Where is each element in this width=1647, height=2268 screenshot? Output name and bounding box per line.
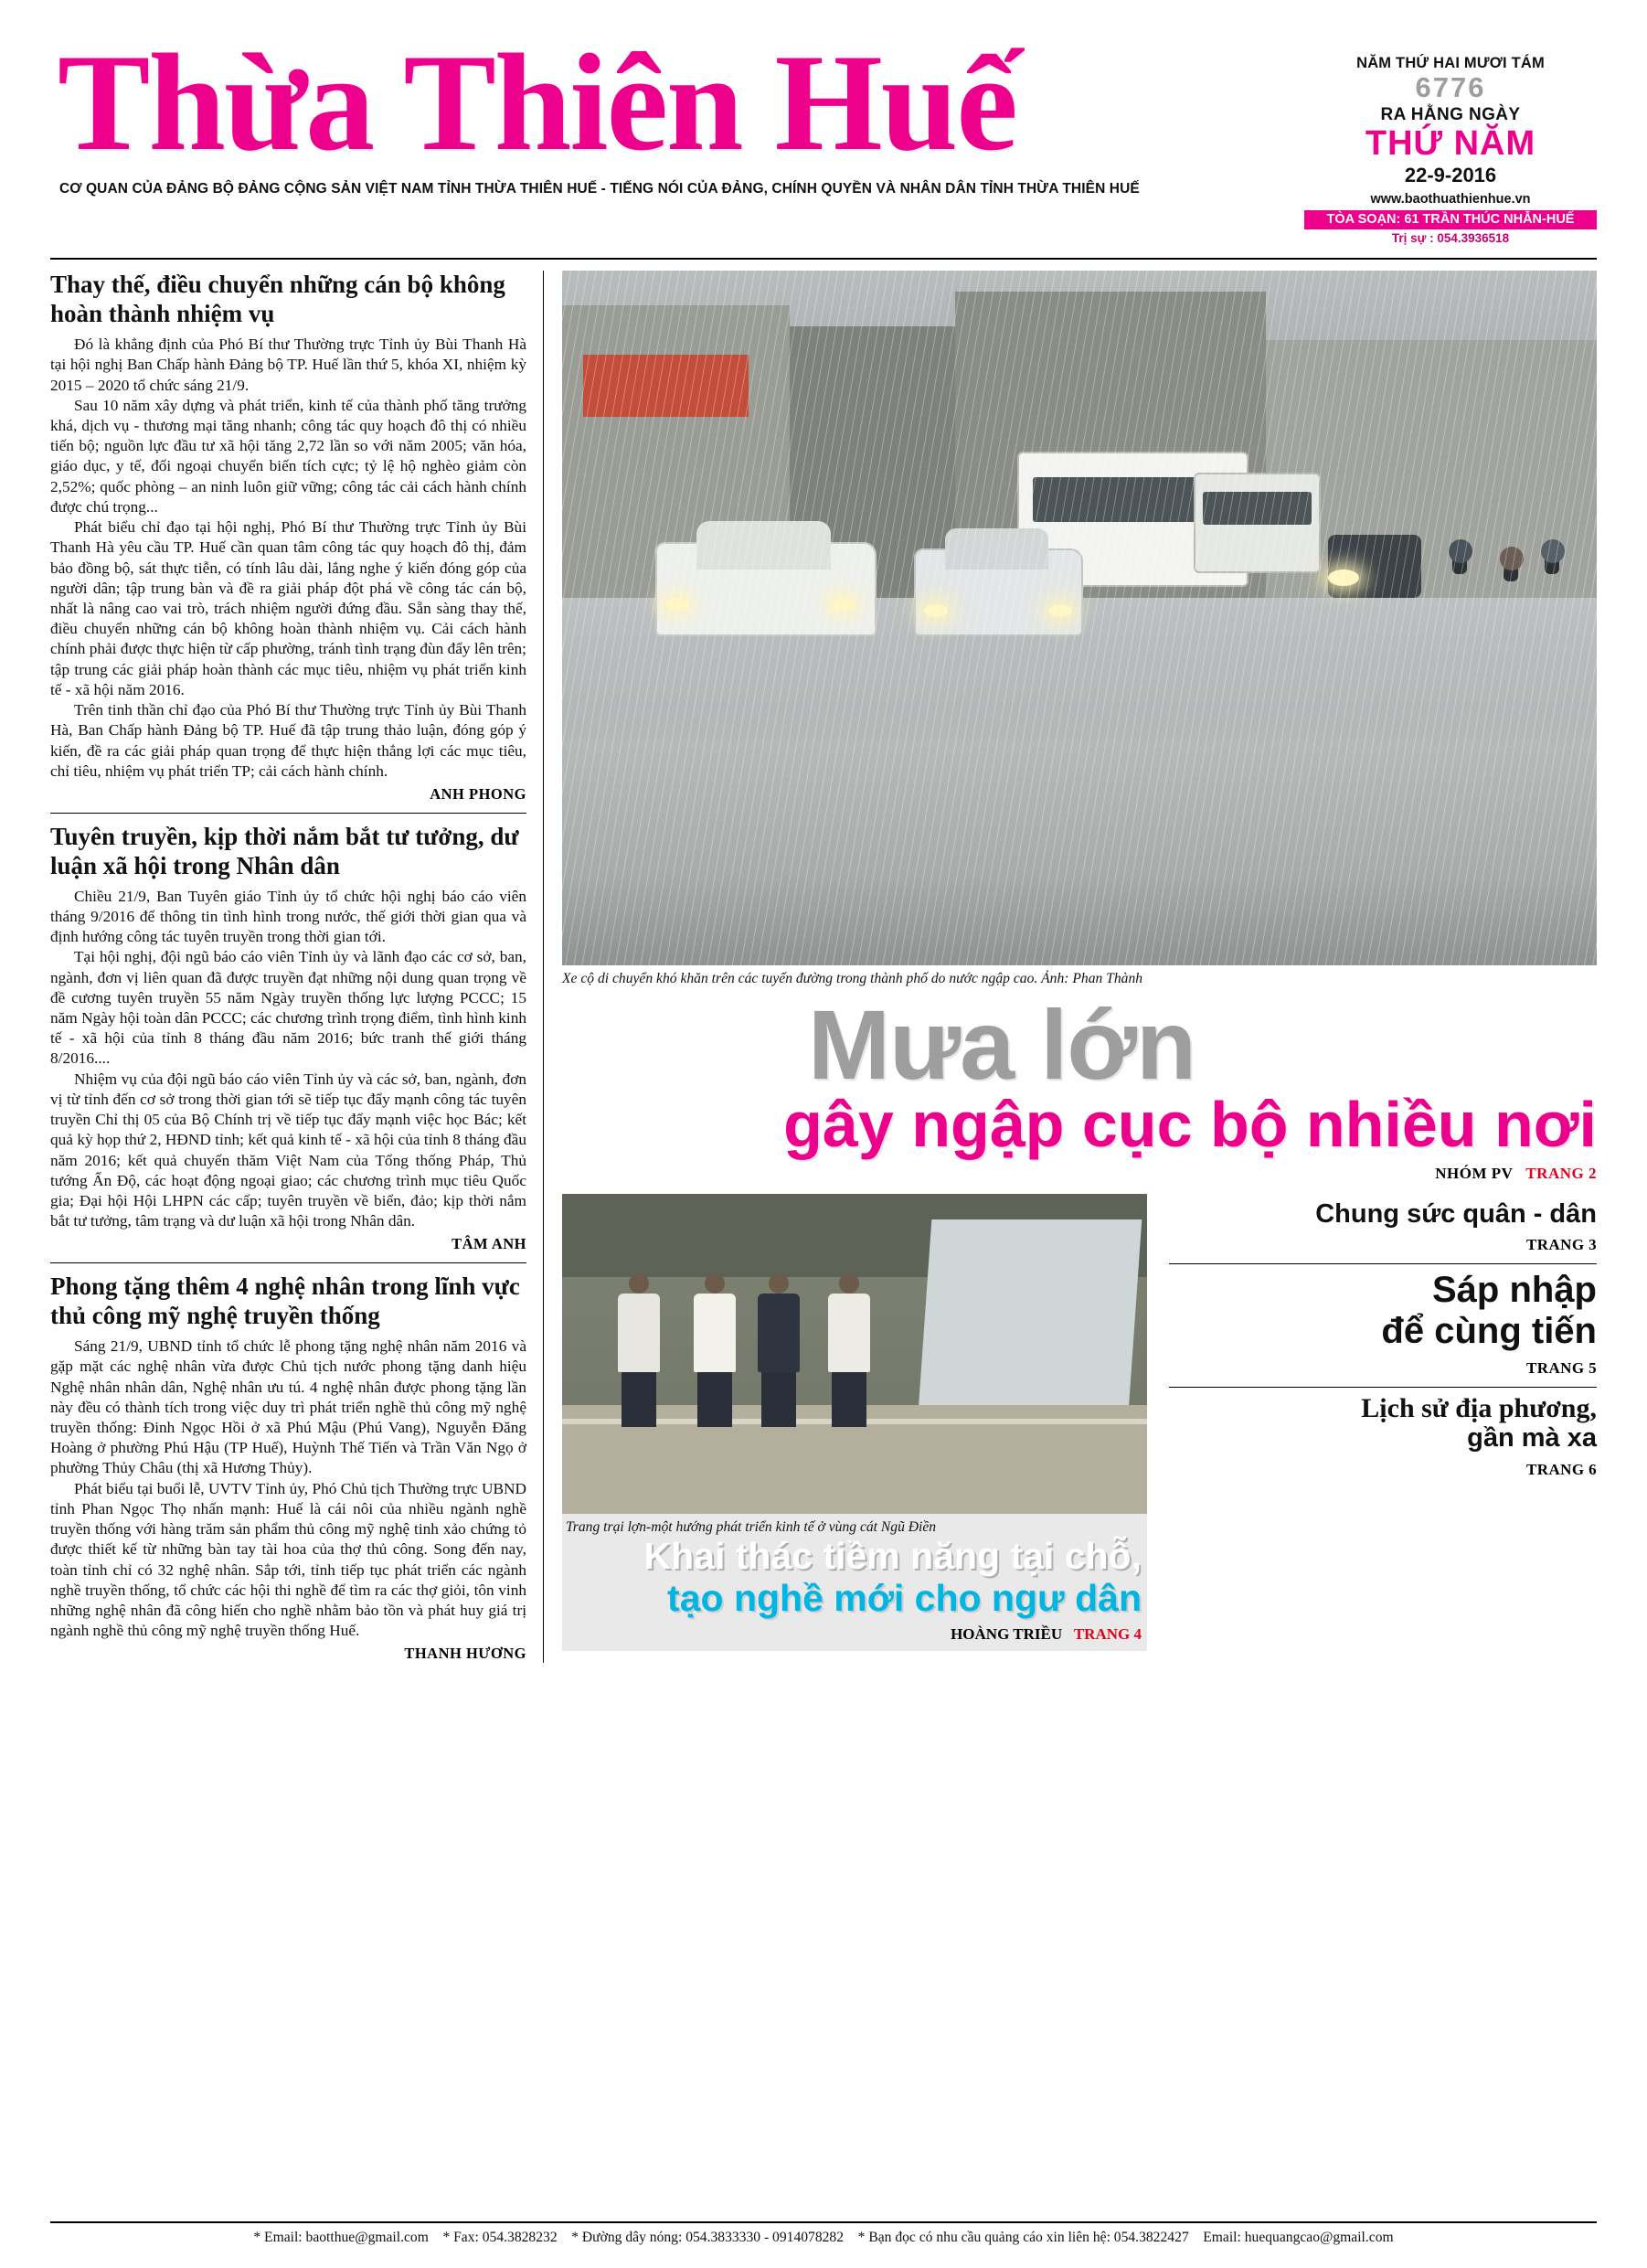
secondary-story-block bbox=[562, 1194, 1147, 1652]
masthead-divider bbox=[50, 258, 1597, 260]
lead-headline-line2[interactable]: gây ngập cục bộ nhiều nơi bbox=[783, 1089, 1597, 1161]
lead-headline-page-ref[interactable]: TRANG 2 bbox=[1525, 1164, 1597, 1182]
publication-date: 22-9-2016 bbox=[1404, 164, 1497, 187]
footer-contact-line bbox=[50, 2223, 1597, 2246]
photo2-person-shirt bbox=[618, 1294, 660, 1372]
article-byline: TÂM ANH bbox=[452, 1235, 526, 1253]
article-divider bbox=[50, 813, 526, 814]
website-url[interactable]: www.baothuathienhue.vn bbox=[1370, 192, 1531, 208]
article-propaganda bbox=[50, 823, 526, 1253]
newspaper-title: Thừa Thiên Huế bbox=[58, 26, 1016, 179]
office-phone: Trị sự : 054.3936518 bbox=[1391, 231, 1510, 246]
article-paragraph: Sáng 21/9, UBND tỉnh tổ chức lễ phong tặng nghệ nhân năm 2016 và gặp mặt các nghệ nhân vừa được Chủ tịch nước phong tặng danh hiệu Nghệ nhân nhân dân, Nghệ nhân ưu tú. 4 nghệ nhân được phong tặng lần này đều có thành tích trong việc duy trì phát triển nghề thủ công mỹ nghệ truyền thống: Đinh Ngọc Hồi ở xã Phú Mậu (Phú Vang), Nguyễn Đăng Hoàng ở phường Phú Hậu (TP Huế), Huỳnh Thế Tiến và Trần Văn Ngọ ở phường Thủy Châu (thị xã Hương Thủy). bbox=[50, 1337, 526, 1477]
lead-headline-block[interactable] bbox=[562, 989, 1597, 1161]
secondary-headline-block[interactable] bbox=[562, 1536, 1147, 1619]
secondary-headline-line2[interactable]: tạo nghề mới cho ngư dân bbox=[667, 1576, 1142, 1619]
photo2-person bbox=[755, 1273, 802, 1427]
photo2-person-shirt bbox=[758, 1294, 800, 1372]
photo2-person-legs bbox=[761, 1372, 796, 1427]
article-headline[interactable]: Thay thế, điều chuyển những cán bộ không hoàn thành nhiệm vụ bbox=[50, 271, 505, 328]
article-paragraph: Phát biểu chỉ đạo tại hội nghị, Phó Bí thư Thường trực Tỉnh ủy Bùi Thanh Hà yêu cầu TP. Huế cần quan tâm công tác quy hoạch đô thị, đảm bảo đồng bộ, sát thực tiễn, có tính lâu dài, lắng nghe ý kiến đóng góp của người dân; tập trung bàn và đề ra giải pháp đột phá về công tác cán bộ, nhất là nâng cao vai trò, trách nhiệm người đứng đầu. Sẵn sàng thay thế, điều chuyển những cán bộ không hoàn thành nhiệm vụ. Cải cách hành chính phải được thực hiện từ cấp phường, tránh tình trạng đùn đẩy lên trên; tập trung các giải pháp hoàn thành các mục tiêu, nhiệm vụ phát triển kinh tế - xã hội năm 2016. bbox=[50, 518, 526, 698]
publication-weekday: THỨ NĂM bbox=[1365, 123, 1536, 163]
footer-fax: * Fax: 054.3828232 bbox=[442, 2230, 558, 2245]
teaser-page-ref[interactable]: TRANG 3 bbox=[1526, 1236, 1597, 1253]
footer-ads: * Bạn đọc có nhu cầu quảng cáo xin liên hệ: 054.3822427 bbox=[857, 2230, 1189, 2245]
article-paragraph: Chiều 21/9, Ban Tuyên giáo Tỉnh ủy tổ chức hội nghị báo cáo viên tháng 9/2016 để thông tin tình hình trong nước, thế giới thời gian qua và định hướng công tác tuyên truyền trong thời gian tới. bbox=[50, 887, 526, 946]
page-footer bbox=[50, 2221, 1597, 2246]
article-paragraph: Nhiệm vụ của đội ngũ báo cáo viên Tỉnh ủy và các sở, ban, ngành, đơn vị từ tỉnh đến cơ sở trong thời gian tới sẽ tiếp tục đẩy mạnh công tác tuyên truyền Chỉ thị 05 của Bộ Chính trị về tiếp tục đẩy mạnh việc học Bác; kết quả kỳ họp thứ 2, HĐND tỉnh; kết quả kinh tế - xã hội của tỉnh 8 tháng đầu năm 2016; kết quả chuyến thăm Việt Nam của Tổng thống Pháp, Thủ tướng Ấn Độ, các hoạt động ngoại giao; các chương trình mục tiêu Quốc gia; Đại hội Hội LHPN các cấp; tuyên truyền về biển, đảo; kịp thời nắm bắt tư tưởng, tâm trạng và dư luận xã hội trong Nhân dân. bbox=[50, 1070, 526, 1230]
photo2-person bbox=[825, 1273, 873, 1427]
masthead-subtitle: CƠ QUAN CỦA ĐẢNG BỘ ĐẢNG CỘNG SẢN VIỆT NAM TỈNH THỪA THIÊN HUẾ - TIẾNG NÓI CỦA ĐẢNG, CHÍNH QUYỀN VÀ NHÂN DÂN TỈNH THỪA THIÊN HUẾ bbox=[59, 181, 1140, 197]
publication-frequency: RA HẰNG NGÀY bbox=[1380, 104, 1521, 124]
photo2-person bbox=[691, 1273, 738, 1427]
teaser-page-ref[interactable]: TRANG 5 bbox=[1526, 1358, 1597, 1377]
left-column bbox=[50, 271, 544, 1663]
photo2-person-shirt bbox=[828, 1294, 870, 1372]
flooded-street-photo bbox=[562, 271, 1597, 965]
teaser-title-line2[interactable]: gần mà xa bbox=[1467, 1423, 1597, 1453]
teaser-title-line1[interactable]: Lịch sử địa phương, bbox=[1361, 1392, 1597, 1423]
lead-headline-author: NHÓM PV bbox=[1435, 1164, 1514, 1182]
photo2-person-head bbox=[705, 1273, 725, 1294]
teaser-page-ref[interactable]: TRANG 6 bbox=[1526, 1460, 1597, 1478]
photo2-person bbox=[615, 1273, 663, 1427]
pig-farm-photo bbox=[562, 1194, 1147, 1514]
photo2-person-legs bbox=[622, 1372, 656, 1427]
page-content bbox=[50, 271, 1597, 1663]
article-paragraph: Phát biểu tại buổi lễ, UVTV Tỉnh ủy, Phó Chủ tịch Thường trực UBND tỉnh Phan Ngọc Thọ nhấn mạnh: Huế là cái nôi của nhiều ngành nghề truyền thống với hàng trăm sản phẩm thủ công mỹ nghệ tinh xảo chứng tỏ được thiết kế từ những bàn tay tài hoa của thợ thủ công. Song đến nay, toàn tỉnh chỉ có 32 nghệ nhân. Sắp tới, tỉnh tiếp tục phát triển các ngành nghề truyền thống, tổ chức các hội thi nghề để tìm ra các thợ giỏi, tôn vinh những nghệ nhân đã công hiến cho nghề nhằm bảo tồn và phát huy giá trị ngành nghề thủ công mỹ nghệ truyền thống Huế. bbox=[50, 1479, 526, 1640]
photo2-person-head bbox=[839, 1273, 859, 1294]
article-paragraph: Tại hội nghị, đội ngũ báo cáo viên Tỉnh ủy và lãnh đạo các cơ sở, ban, ngành, đơn vị liên quan đã được truyền đạt những nội dung quan trọng về đề cương tuyên truyền 55 năm Ngày truyền thống lực lượng PCCC; 15 năm Ngày hội toàn dân PCCC; các chương trình trọng điểm, tình hình kinh tế - xã hội của tỉnh 8 tháng đầu năm 2016; bức tranh thế giới tháng 8/2016.... bbox=[50, 948, 526, 1068]
photo2-person-legs bbox=[697, 1372, 732, 1427]
photo-caption: Trang trại lợn-một hướng phát triển kinh tế ở vùng cát Ngũ Điền bbox=[566, 1518, 937, 1535]
photo2-person-head bbox=[629, 1273, 649, 1294]
teaser-title-line1[interactable]: Sáp nhập bbox=[1431, 1270, 1597, 1310]
article-paragraph: Sau 10 năm xây dựng và phát triển, kinh tế của thành phố tăng trưởng khá, dịch vụ - thương mại tăng nhanh; công tác quy hoạch đô thị có nhiều tiến bộ; nguồn lực đầu tư xã hội tăng 2,72 lần so với năm 2005; văn hóa, giáo dục, y tế, đối ngoại chuyển biến tích cực; tỷ lệ hộ nghèo giảm còn 2,52%; quốc phòng – an ninh luôn giữ vững; công tác cải cách hành chính được chú trọng... bbox=[50, 396, 526, 516]
teaser-item-3[interactable] bbox=[1169, 1388, 1597, 1479]
teaser-title-line2[interactable]: để cùng tiến bbox=[1381, 1310, 1597, 1351]
lower-section bbox=[562, 1194, 1597, 1652]
photo2-tarp bbox=[918, 1219, 1142, 1411]
issue-number: 6776 bbox=[1415, 71, 1486, 103]
secondary-headline-page-ref[interactable]: TRANG 4 bbox=[1073, 1625, 1142, 1644]
right-column bbox=[544, 271, 1597, 1663]
article-headline[interactable]: Tuyên truyền, kịp thời nắm bắt tư tưởng, dư luận xã hội trong Nhân dân bbox=[50, 822, 519, 879]
article-byline: THANH HƯƠNG bbox=[404, 1645, 526, 1663]
lead-headline-credit bbox=[562, 1165, 1597, 1183]
secondary-headline-credit bbox=[562, 1618, 1147, 1651]
secondary-headline-line1[interactable]: Khai thác tiềm năng tại chỗ, bbox=[643, 1534, 1142, 1577]
teaser-title[interactable]: Chung sức quân - dân bbox=[1315, 1198, 1597, 1229]
article-byline: ANH PHONG bbox=[430, 784, 526, 803]
photo2-person-legs bbox=[832, 1372, 866, 1427]
footer-ads-email[interactable]: Email: huequangcao@gmail.com bbox=[1203, 2230, 1394, 2245]
footer-email[interactable]: * Email: baotthue@gmail.com bbox=[253, 2230, 429, 2245]
footer-hotline: * Đường dây nóng: 054.3833330 - 0914078282 bbox=[571, 2230, 845, 2245]
publication-year-line: NĂM THỨ HAI MƯƠI TÁM bbox=[1356, 55, 1545, 71]
lead-headline-line1[interactable]: Mưa lớn bbox=[808, 989, 1195, 1101]
article-divider bbox=[50, 1262, 526, 1263]
masthead bbox=[0, 0, 1647, 245]
article-headline[interactable]: Phong tặng thêm 4 nghệ nhân trong lĩnh vực thủ công mỹ nghệ truyền thống bbox=[50, 1272, 520, 1330]
masthead-info-block bbox=[1304, 37, 1597, 245]
article-cadre bbox=[50, 271, 526, 804]
teaser-item-2[interactable] bbox=[1169, 1264, 1597, 1378]
photo-rain-overlay bbox=[562, 271, 1597, 965]
teaser-column bbox=[1162, 1194, 1597, 1652]
masthead-left bbox=[50, 26, 1304, 197]
article-artisans bbox=[50, 1272, 526, 1663]
photo2-person-shirt bbox=[694, 1294, 736, 1372]
photo-caption: Xe cộ di chuyển khó khăn trên các tuyến đường trong thành phố do nước ngập cao. Ảnh: Phan Thành bbox=[562, 971, 1143, 987]
teaser-item-1[interactable] bbox=[1169, 1194, 1597, 1254]
photo2-person-head bbox=[769, 1273, 789, 1294]
secondary-headline-author: HOÀNG TRIỀU bbox=[951, 1625, 1063, 1644]
office-address: TÒA SOẠN: 61 TRẦN THÚC NHẪN-HUẾ bbox=[1304, 210, 1597, 229]
article-paragraph: Đó là khẳng định của Phó Bí thư Thường trực Tỉnh ủy Bùi Thanh Hà tại hội nghị Ban Chấp hành Đảng bộ TP. Huế lần thứ 5, khóa XI, nhiệm kỳ 2015 – 2020 tổ chức sáng 21/9. bbox=[50, 335, 526, 394]
article-paragraph: Trên tinh thần chỉ đạo của Phó Bí thư Thường trực Tỉnh ủy Bùi Thanh Hà, Ban Chấp hành Đảng bộ TP. Huế đã tập trung thảo luận, đóng góp ý kiến, đề ra các giải pháp quan trọng để thực hiện thắng lợi các mục tiêu, chỉ tiêu, nhiệm vụ phát triển TP; cải cách hành chính. bbox=[50, 701, 526, 780]
